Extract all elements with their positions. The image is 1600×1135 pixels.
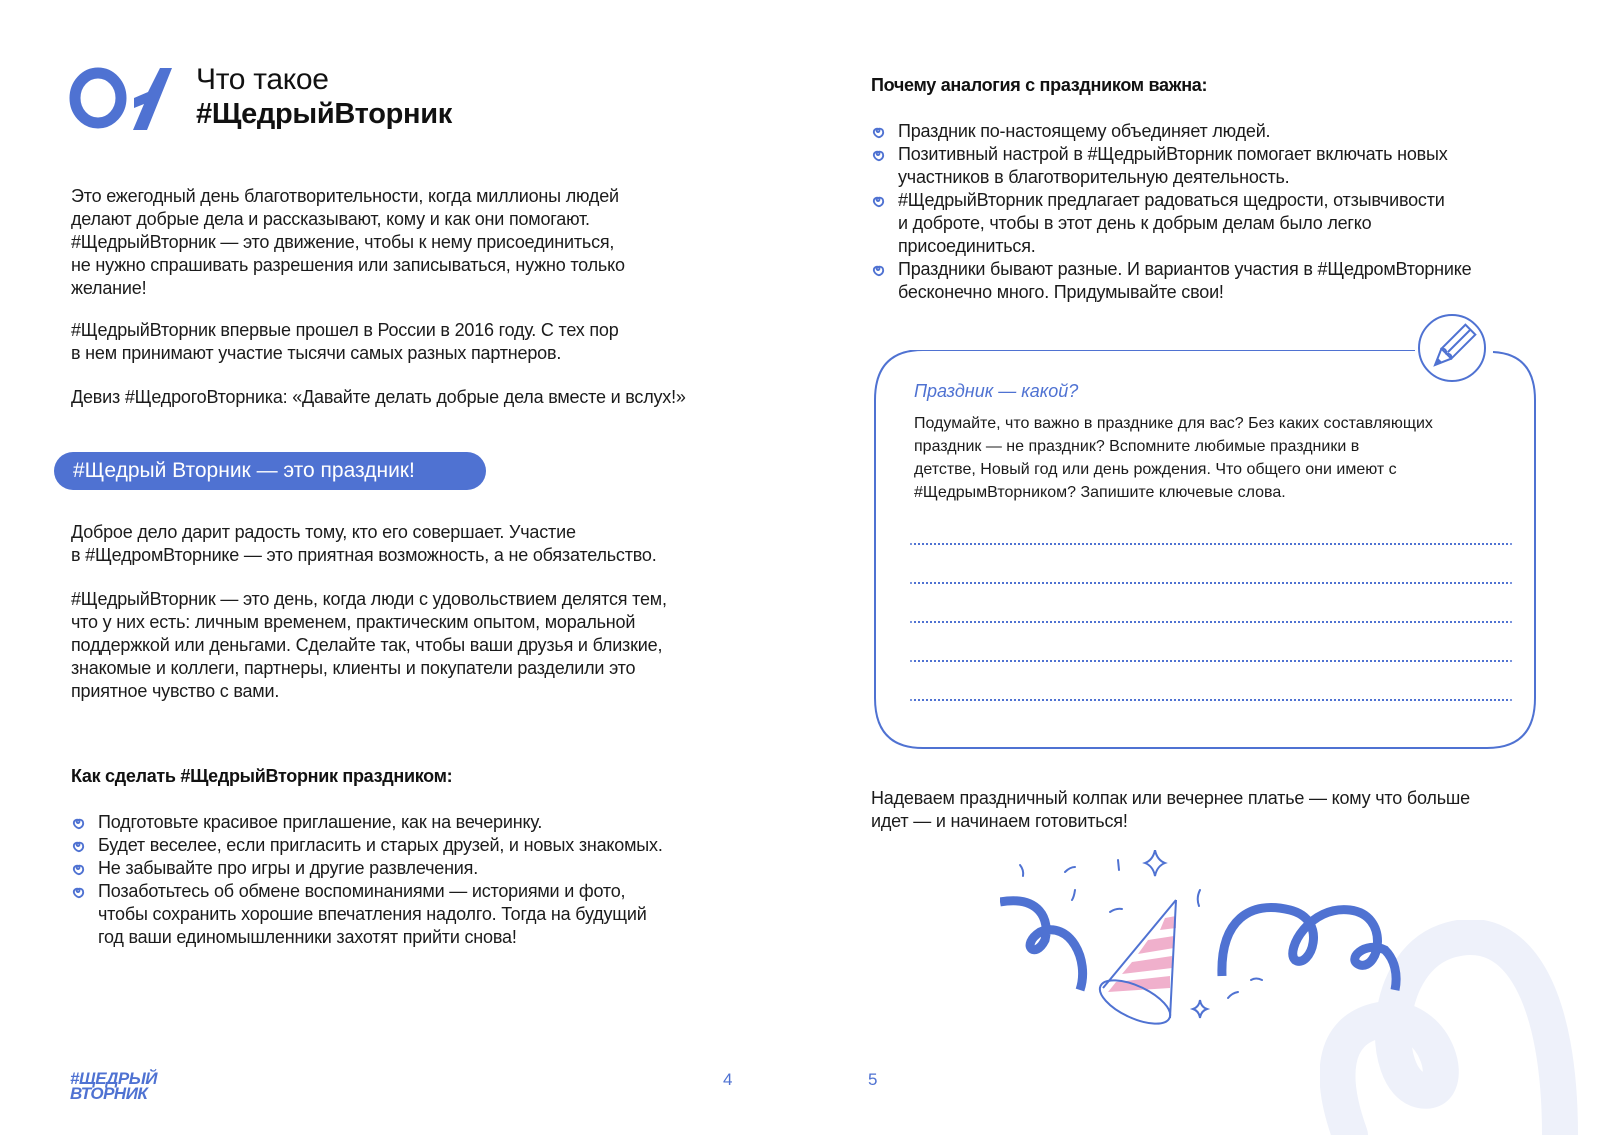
list-item [871, 120, 1471, 143]
text-line: Позитивный настрой в #ЩедрыйВторник помогает включать новых [898, 144, 1448, 164]
section-pill-heading: #Щедрый Вторник — это праздник! [54, 452, 486, 490]
howto-heading: Как сделать #ЩедрыйВторник праздником: [71, 766, 453, 786]
text-line: в нем принимают участие тысячи самых разных партнеров. [71, 343, 562, 363]
joy-paragraph [71, 521, 657, 567]
page-number-right: 5 [868, 1070, 878, 1089]
history-paragraph [71, 319, 619, 365]
answer-line-3[interactable] [914, 621, 1508, 623]
share-paragraph [71, 588, 667, 703]
list-item [871, 143, 1471, 189]
heart-swirl-bullet-icon [871, 125, 886, 140]
text-line: #ЩедрыйВторник впервые прошел в России в 2016 году. С тех пор [71, 320, 619, 340]
list-item [71, 880, 663, 949]
heart-swirl-bullet-icon [871, 194, 886, 209]
task-card [873, 350, 1537, 750]
text-line: Надеваем праздничный колпак или вечернее платье — кому что больше [871, 788, 1470, 808]
answer-line-2[interactable] [914, 582, 1508, 584]
why-list [871, 120, 1471, 304]
text-line: участников в благотворительную деятельность. [898, 167, 1290, 187]
text-line: Это ежегодный день благотворительности, когда миллионы людей [71, 186, 619, 206]
task-body [914, 412, 1433, 504]
answer-line-1[interactable] [914, 543, 1508, 545]
text-line: присоединиться. [898, 236, 1036, 256]
page-number-left: 4 [723, 1070, 733, 1089]
text-line: Не забывайте про игры и другие развлечения. [98, 858, 479, 878]
pencil-icon [1420, 316, 1484, 380]
text-line: Позаботьтесь об обмене воспоминаниями — историями и фото, [98, 881, 626, 901]
motto-paragraph [71, 386, 686, 409]
heart-swirl-bullet-icon [71, 816, 86, 831]
logo-line-2: ВТОРНИК [70, 1084, 148, 1103]
pencil-badge [1418, 314, 1486, 382]
heart-swirl-bullet-icon [71, 885, 86, 900]
heart-swirl-bullet-icon [871, 148, 886, 163]
text-line: знакомые и коллеги, партнеры, клиенты и покупатели разделили это [71, 658, 636, 678]
heart-swirl-bullet-icon [71, 839, 86, 854]
howto-list [71, 811, 663, 949]
text-line: Девиз #ЩедрогоВторника: «Давайте делать добрые дела вместе и вслух!» [71, 387, 686, 407]
text-line: бесконечно много. Придумывайте свои! [898, 282, 1224, 302]
text-line: желание! [71, 278, 147, 298]
text-line: не нужно спрашивать разрешения или записываться, нужно только [71, 255, 625, 275]
text-line: Праздники бывают разные. И вариантов участия в #ЩедромВторнике [898, 259, 1472, 279]
answer-line-4[interactable] [914, 660, 1508, 662]
chapter-title-line-2: #ЩедрыйВторник [196, 98, 452, 130]
text-line: делают добрые дела и рассказывают, кому и как они помогают. [71, 209, 590, 229]
why-heading: Почему аналогия с праздником важна: [871, 75, 1208, 95]
text-line: #ЩедрымВторником? Запишите ключевые слова. [914, 484, 1286, 501]
text-line: в #ЩедромВторнике — это приятная возможность, а не обязательство. [71, 545, 657, 565]
text-line: Праздник по-настоящему объединяет людей. [898, 121, 1271, 141]
list-item [71, 857, 663, 880]
task-title: Праздник — какой? [914, 381, 1079, 401]
text-line: #ЩедрыйВторник — это день, когда люди с удовольствием делятся тем, [71, 589, 667, 609]
answer-line-5[interactable] [914, 699, 1508, 701]
text-line: идет — и начинаем готовиться! [871, 811, 1128, 831]
list-item [71, 834, 663, 857]
list-item [71, 811, 663, 834]
text-line: праздник — не праздник? Вспомните любимые праздники в [914, 438, 1360, 455]
heart-swirl-bullet-icon [871, 263, 886, 278]
text-line: чтобы сохранить хорошие впечатления надолго. Тогда на будущий [98, 904, 647, 924]
brand-logo [70, 1071, 157, 1101]
text-line: детстве, Новый год или день рождения. Что общего они имеют с [914, 461, 1397, 478]
text-line: приятное чувство с вами. [71, 681, 280, 701]
text-line: и доброте, чтобы в этот день к добрым делам было легко [898, 213, 1372, 233]
text-line: Подумайте, что важно в празднике для вас? Без каких составляющих [914, 415, 1433, 432]
task-card-frame [873, 350, 1537, 750]
list-item [871, 189, 1471, 258]
text-line: что у них есть: личным временем, практическим опытом, моральной [71, 612, 636, 632]
text-line: Будет веселее, если пригласить и старых друзей, и новых знакомых. [98, 835, 663, 855]
text-line: год ваши единомышленники захотят прийти снова! [98, 927, 517, 947]
text-line: Доброе дело дарит радость тому, кто его совершает. Участие [71, 522, 576, 542]
party-hat-confetti-illustration [1000, 850, 1430, 1050]
closing-paragraph [871, 787, 1470, 833]
intro-paragraph [71, 185, 625, 300]
logo-line-1: #ЩЕДРЫЙ [70, 1069, 157, 1088]
chapter-title-line-1: Что такое [196, 63, 329, 96]
chapter-title [196, 62, 452, 132]
text-line: Подготовьте красивое приглашение, как на вечеринку. [98, 812, 543, 832]
text-line: #ЩедрыйВторник — это движение, чтобы к нему присоединиться, [71, 232, 615, 252]
list-item [871, 258, 1471, 304]
text-line: #ЩедрыйВторник предлагает радоваться щедрости, отзывчивости [898, 190, 1445, 210]
text-line: поддержкой или деньгами. Сделайте так, чтобы ваши друзья и близкие, [71, 635, 663, 655]
heart-swirl-bullet-icon [71, 862, 86, 877]
chapter-number-graphic [68, 62, 176, 134]
